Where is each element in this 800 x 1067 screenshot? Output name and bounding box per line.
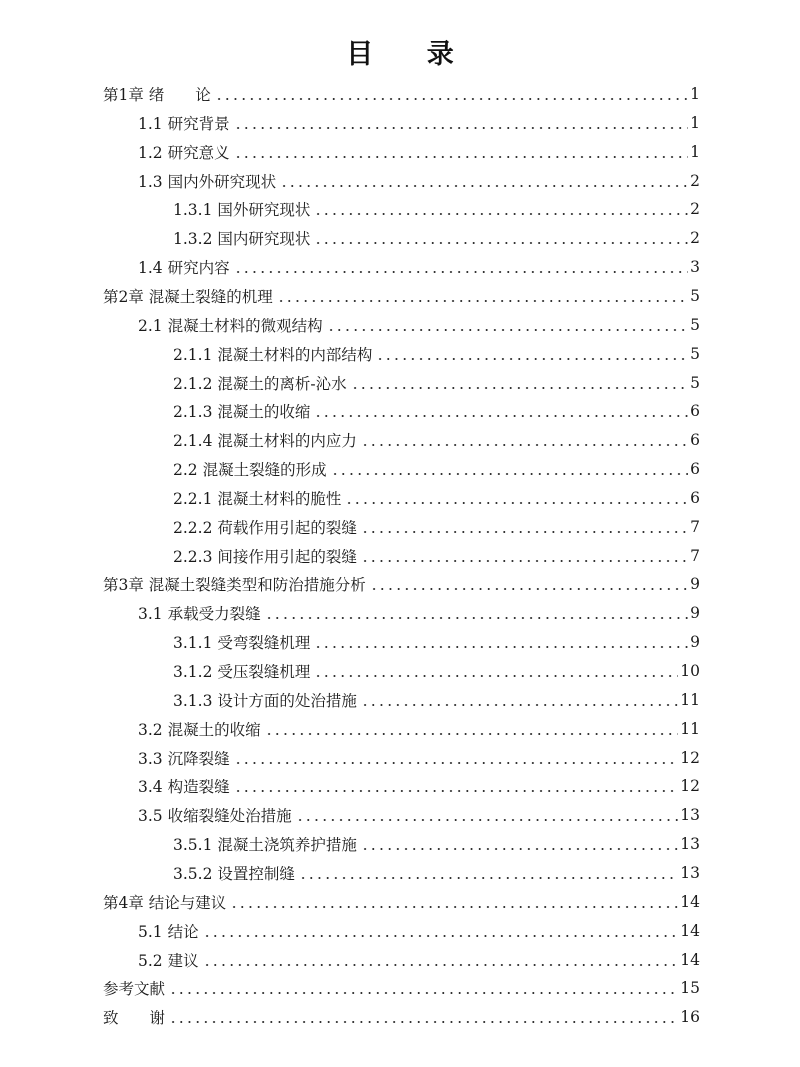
toc-entry-page-number: 15 (680, 979, 700, 998)
dot-leader (361, 692, 678, 708)
toc-entry-label: 3.1 承载受力裂缝 (138, 605, 261, 624)
toc-entry-page-number: 14 (680, 950, 700, 969)
toc-entry-page-number: 13 (680, 863, 700, 882)
toc-entry-page-number: 7 (690, 546, 700, 565)
dot-leader (327, 317, 688, 333)
toc-entry-page-number: 7 (690, 517, 700, 536)
dot-leader (265, 721, 679, 737)
dot-leader (314, 230, 688, 246)
toc-entry[interactable] (103, 974, 700, 1002)
dot-leader (203, 952, 679, 968)
toc-entry[interactable] (138, 253, 700, 281)
dot-leader (299, 865, 678, 881)
dot-leader (234, 144, 688, 160)
dot-leader (351, 375, 688, 391)
dot-leader (370, 576, 688, 592)
dot-leader (203, 923, 679, 939)
toc-entry-label: 5.1 结论 (138, 922, 199, 941)
toc-entry-page-number: 14 (680, 921, 700, 940)
toc-entry[interactable] (173, 195, 700, 223)
toc-entry-page-number: 10 (680, 662, 700, 680)
dot-leader (265, 605, 688, 621)
toc-entry-label: 2.1.1 混凝土材料的内部结构 (173, 345, 373, 364)
toc-entry[interactable] (103, 1003, 700, 1031)
toc-entry[interactable] (138, 167, 700, 195)
toc-entry-label: 2.1.3 混凝土的收缩 (173, 403, 311, 422)
toc-entry[interactable] (138, 917, 700, 945)
toc-entry[interactable] (173, 513, 700, 541)
dot-leader (314, 663, 678, 679)
toc-entry-label: 2.1.2 混凝土的离析-沁水 (173, 374, 347, 393)
toc-entry-label: 参考文献 (103, 980, 166, 999)
toc-entry-page-number: 9 (690, 633, 700, 652)
dot-leader (215, 86, 688, 102)
dot-leader (277, 288, 688, 304)
dot-leader (234, 259, 688, 275)
dot-leader (314, 201, 688, 217)
toc-entry[interactable] (103, 80, 700, 108)
toc-entry-page-number: 13 (680, 806, 700, 825)
toc-entry-label: 1.3.2 国内研究现状 (173, 230, 311, 249)
dot-leader (361, 432, 688, 448)
toc-entry[interactable] (173, 484, 700, 512)
toc-entry[interactable] (138, 772, 700, 800)
toc-entry-page-number: 2 (690, 171, 700, 190)
toc-entry[interactable] (138, 599, 700, 627)
toc-entry[interactable] (173, 628, 700, 656)
page-title: 目 录 (346, 39, 476, 70)
toc-entry[interactable] (138, 138, 700, 166)
toc-entry-page-number: 11 (680, 719, 700, 738)
toc-entry-page-number: 1 (690, 85, 700, 103)
toc-entry[interactable] (103, 888, 700, 916)
toc-entry-page-number: 9 (690, 575, 700, 594)
toc-entry[interactable] (173, 455, 700, 483)
toc-entry[interactable] (173, 340, 700, 368)
dot-leader (314, 634, 688, 650)
toc-entry-label: 3.4 构造裂缝 (138, 778, 230, 797)
toc-entry[interactable] (138, 109, 700, 137)
toc-entry-label: 1.3.1 国外研究现状 (173, 201, 311, 220)
toc-entry[interactable] (103, 570, 700, 598)
dot-leader (234, 750, 679, 766)
toc-entry-label: 2.1 混凝土材料的微观结构 (138, 316, 323, 335)
toc-entry-label: 2.2 混凝土裂缝的形成 (173, 461, 327, 480)
dot-leader (230, 894, 678, 910)
toc-entry-label: 第4章 结论与建议 (103, 893, 227, 912)
toc-entry-page-number: 12 (680, 777, 700, 796)
toc-entry-label: 3.1.2 受压裂缝机理 (173, 663, 311, 681)
dot-leader (234, 778, 679, 794)
toc-entry-label: 3.5.1 混凝土浇筑养护措施 (173, 836, 357, 855)
dot-leader (361, 836, 678, 852)
toc-entry[interactable] (138, 715, 700, 743)
toc-entry-page-number: 9 (690, 604, 700, 623)
toc-entry-label: 3.5.2 设置控制缝 (173, 864, 295, 883)
toc-entry-page-number: 14 (680, 892, 700, 911)
toc-entry[interactable] (173, 397, 700, 425)
toc-entry-label: 2.2.3 间接作用引起的裂缝 (173, 547, 357, 566)
dot-leader (296, 807, 679, 823)
toc-entry[interactable] (173, 686, 700, 714)
toc-entry-label: 3.3 沉降裂缝 (138, 749, 230, 768)
toc-entry-label: 致 谢 (103, 1009, 166, 1028)
toc-entry-page-number: 5 (690, 344, 700, 363)
toc-entry[interactable] (138, 946, 700, 974)
toc-entry-page-number: 5 (690, 315, 700, 334)
toc-entry-label: 5.2 建议 (138, 951, 199, 970)
toc-entry-page-number: 3 (690, 258, 700, 277)
toc-entry[interactable] (138, 311, 700, 339)
toc-entry-label: 1.2 研究意义 (138, 143, 230, 162)
toc-entry[interactable] (173, 830, 700, 858)
toc-entry-page-number: 5 (690, 286, 700, 305)
toc-entry-label: 3.1.3 设计方面的处治措施 (173, 691, 357, 710)
dot-leader (361, 548, 688, 564)
toc-entry[interactable] (138, 744, 700, 772)
toc-entry-label: 1.4 研究内容 (138, 259, 230, 278)
dot-leader (280, 173, 688, 189)
toc-entry-label: 第2章 混凝土裂缝的机理 (103, 287, 273, 306)
dot-leader (234, 115, 688, 131)
toc-entry-page-number: 11 (680, 690, 700, 709)
toc-entry-label: 2.2.1 混凝土材料的脆性 (173, 489, 342, 508)
toc-entry[interactable] (173, 859, 700, 887)
toc-entry[interactable] (173, 369, 700, 397)
toc-entry-page-number: 1 (690, 113, 700, 132)
toc-entry-page-number: 12 (680, 748, 700, 767)
toc-entry[interactable] (138, 801, 700, 829)
toc-entry[interactable] (173, 224, 700, 252)
toc-entry-page-number: 2 (690, 200, 700, 219)
dot-leader (169, 980, 678, 996)
toc-entry-page-number: 16 (680, 1008, 700, 1027)
toc-entry-label: 2.2.2 荷载作用引起的裂缝 (173, 518, 357, 537)
toc-entry-page-number: 1 (690, 142, 700, 161)
toc-entry-page-number: 2 (690, 229, 700, 248)
toc-entry[interactable] (173, 657, 700, 685)
toc-entry-label: 第3章 混凝土裂缝类型和防治措施分析 (103, 576, 366, 595)
toc-entry[interactable] (173, 426, 700, 454)
toc-entry-label: 3.1.1 受弯裂缝机理 (173, 634, 311, 653)
toc-entry-page-number: 6 (690, 431, 700, 450)
toc-entry-label: 2.1.4 混凝土材料的内应力 (173, 432, 357, 451)
toc-entry-page-number: 6 (690, 488, 700, 507)
dot-leader (376, 346, 688, 362)
toc-entry-page-number: 5 (690, 373, 700, 392)
dot-leader (345, 490, 688, 506)
toc-entry[interactable] (173, 542, 700, 570)
toc-entry-page-number: 6 (690, 460, 700, 479)
toc-entry-label: 第1章 绪 论 (103, 86, 211, 104)
dot-leader (331, 461, 688, 477)
dot-leader (169, 1009, 678, 1025)
toc-entry-page-number: 13 (680, 835, 700, 854)
toc-entry-page-number: 6 (690, 402, 700, 421)
toc-entry[interactable] (103, 282, 700, 310)
toc-entry-label: 3.5 收缩裂缝处治措施 (138, 807, 292, 826)
toc-entry-label: 1.3 国内外研究现状 (138, 172, 277, 191)
dot-leader (361, 519, 688, 535)
dot-leader (314, 403, 688, 419)
toc-entry-label: 1.1 研究背景 (138, 114, 230, 133)
toc-entry-label: 3.2 混凝土的收缩 (138, 720, 261, 739)
